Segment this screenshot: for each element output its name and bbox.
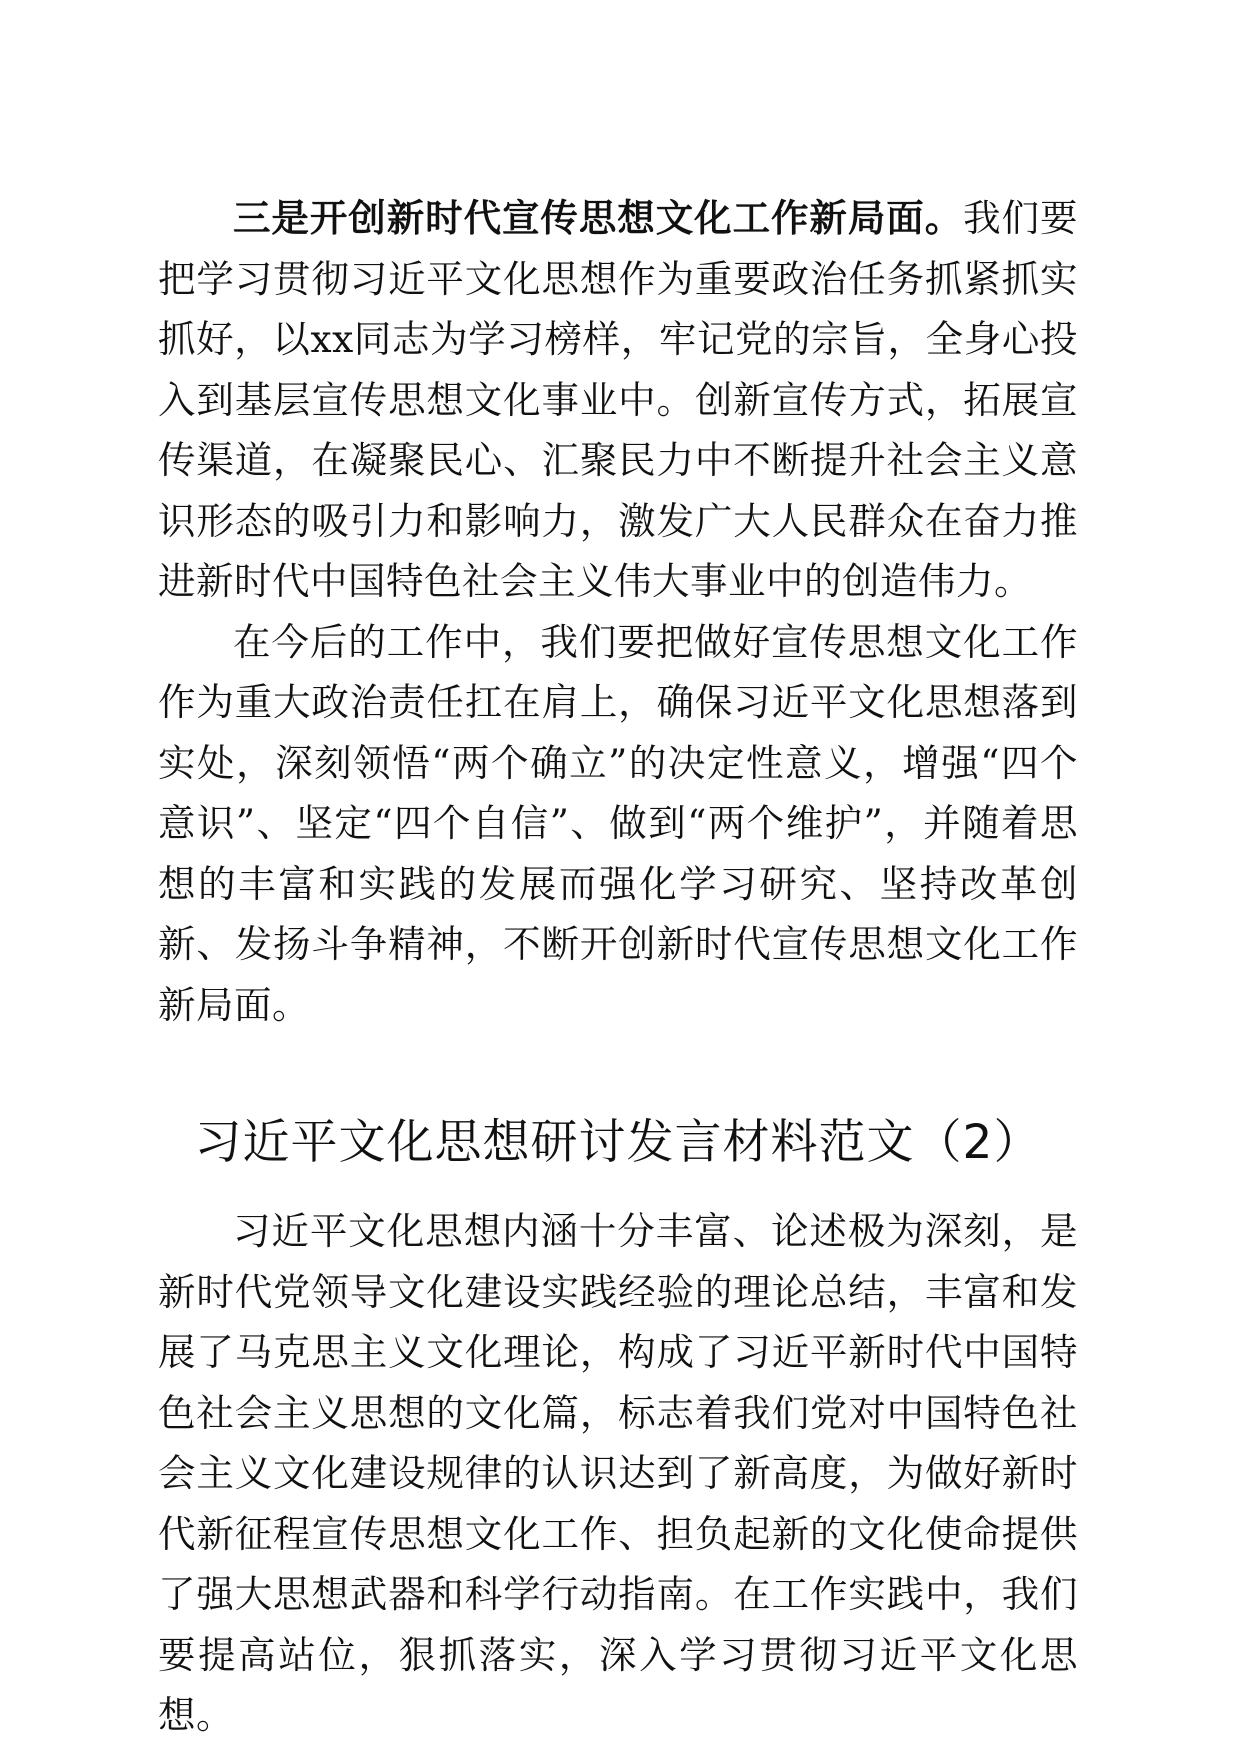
section1-paragraph-1 <box>158 188 1078 612</box>
section2-paragraph-1: 习近平文化思想内涵十分丰富、论述极为深刻，是新时代党领导文化建设实践经验的理论总结，丰富和发展了马克思主义文化理论，构成了习近平新时代中国特色社会主义思想的文化篇，标志着我们党对中国特色社会主义文化建设规律的认识达到了新高度，为做好新时代新征程宣传思想文化工作、担负起新的文化使命提供了强大思想武器和科学行动指南。在工作实践中，我们要提高站位，狠抓落实，深入学习贯彻习近平文化思想。 <box>158 1209 1078 1737</box>
section-title: 习近平文化思想研讨发言材料范文（2） <box>194 1115 1042 1170</box>
document-page <box>158 188 1078 1746</box>
paragraph-lead-sentence: 三是开创新时代宣传思想文化工作新局面。 <box>233 196 964 240</box>
paragraph-body-text: 我们要把学习贯彻习近平文化思想作为重要政治任务抓紧抓实抓好，以xx同志为学习榜样，牢记党的宗旨，全身心投入到基层宣传思想文化事业中。创新宣传方式，拓展宣传渠道，在凝聚民心、汇聚民力中不断提升社会主义意识形态的吸引力和影响力，激发广大人民群众在奋力推进新时代中国特色社会主义伟大事业中的创造伟力。 <box>158 196 1079 603</box>
section1-paragraph-2: 在今后的工作中，我们要把做好宣传思想文化工作作为重大政治责任扛在肩上，确保习近平文化思想落到实处，深刻领悟“两个确立”的决定性意义，增强“四个意识”、坚定“四个自信”、做到“两个维护”，并随着思想的丰富和实践的发展而强化学习研究、坚持改革创新、发扬斗争精神，不断开创新时代宣传思想文化工作新局面。 <box>158 619 1078 1027</box>
